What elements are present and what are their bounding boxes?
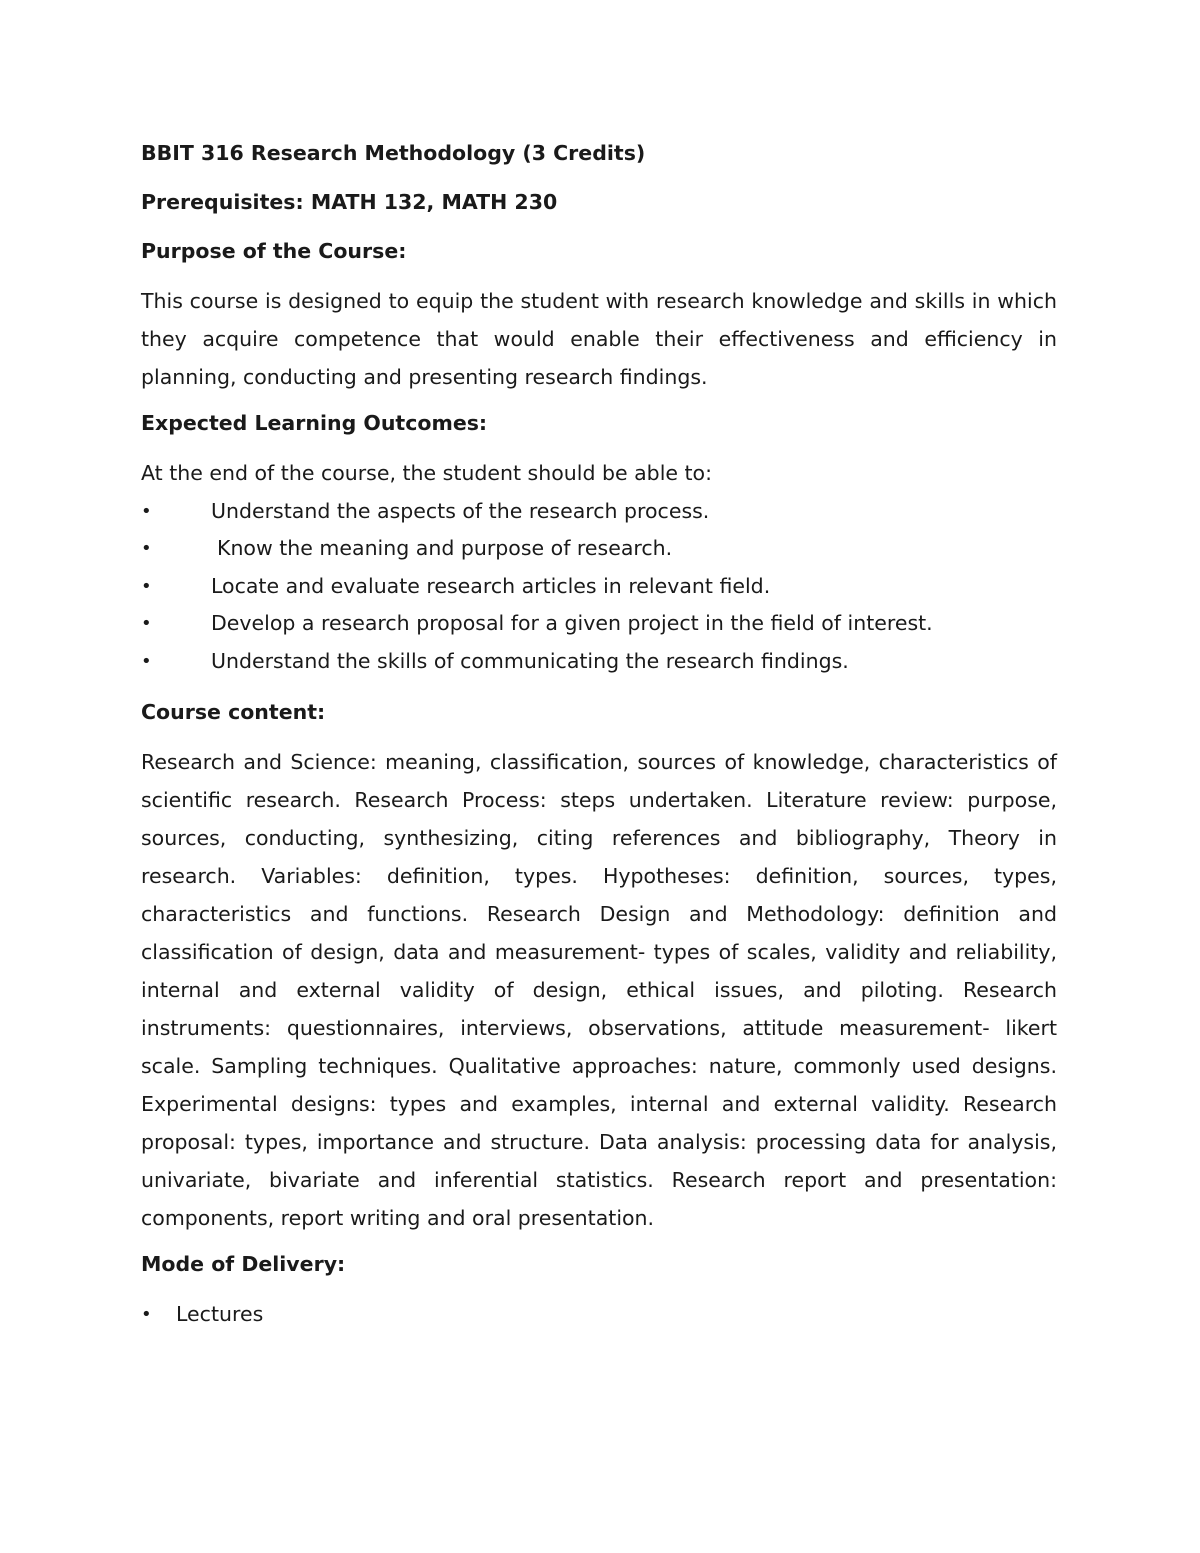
outcome-text: Know the meaning and purpose of research. bbox=[217, 536, 673, 560]
purpose-heading: Purpose of the Course: bbox=[141, 239, 407, 263]
list-item bbox=[141, 605, 1057, 643]
delivery-text: Lectures bbox=[176, 1302, 264, 1326]
bullet-icon: • bbox=[141, 650, 152, 672]
bullet-icon: • bbox=[141, 500, 152, 522]
delivery-heading: Mode of Delivery: bbox=[141, 1252, 346, 1276]
outcomes-list bbox=[141, 493, 1057, 681]
outcome-text: Locate and evaluate research articles in relevant field. bbox=[211, 573, 771, 598]
list-item bbox=[141, 1296, 1057, 1334]
list-item bbox=[141, 568, 1057, 606]
document-page bbox=[141, 138, 1057, 1334]
list-item bbox=[141, 530, 1057, 568]
prerequisites: Prerequisites: MATH 132, MATH 230 bbox=[141, 190, 558, 214]
content-heading: Course content: bbox=[141, 700, 326, 724]
content-paragraph: Research and Science: meaning, classification, sources of knowledge, characteristics of scientific research. Research Process: steps undertaken. Literature review: purpose, sources, conducting, synthesizing, citing references and bibliography, Theory in research. Variables: definition, types. Hypotheses: definition, sources, types, characteristics and functions. Research Design and Methodology: definition and classification of design, data and measurement- types of scales, validity and reliability, internal and external validity of design, ethical issues, and piloting. Research instruments: questionnaires, interviews, observations, attitude measurement- likert scale. Sampling techniques. Qualitative approaches: nature, commonly used designs. Experimental designs: types and examples, internal and external validity. Research proposal: types, importance and structure. Data analysis: processing data for analysis, univariate, bivariate and inferential statistics. Research report and presentation: components, report writing and oral presentation. bbox=[141, 750, 1057, 1230]
list-item bbox=[141, 643, 1057, 681]
purpose-paragraph: This course is designed to equip the student with research knowledge and skills in which they acquire competence that would enable their effectiveness and efficiency in planning, conducting and presenting research findings. bbox=[141, 289, 1057, 389]
outcome-text: Understand the skills of communicating the research findings. bbox=[211, 648, 849, 673]
course-title: BBIT 316 Research Methodology (3 Credits) bbox=[141, 141, 646, 165]
bullet-icon: • bbox=[141, 575, 152, 597]
outcome-text: Develop a research proposal for a given project in the field of interest. bbox=[211, 611, 933, 635]
outcomes-lead: At the end of the course, the student should be able to: bbox=[141, 461, 713, 485]
bullet-icon: • bbox=[141, 538, 152, 559]
outcome-text: Understand the aspects of the research process. bbox=[211, 498, 710, 523]
bullet-icon: • bbox=[141, 613, 152, 634]
bullet-icon: • bbox=[141, 1304, 152, 1325]
outcomes-heading: Expected Learning Outcomes: bbox=[141, 411, 488, 435]
delivery-list bbox=[141, 1296, 1057, 1334]
list-item bbox=[141, 493, 1057, 531]
